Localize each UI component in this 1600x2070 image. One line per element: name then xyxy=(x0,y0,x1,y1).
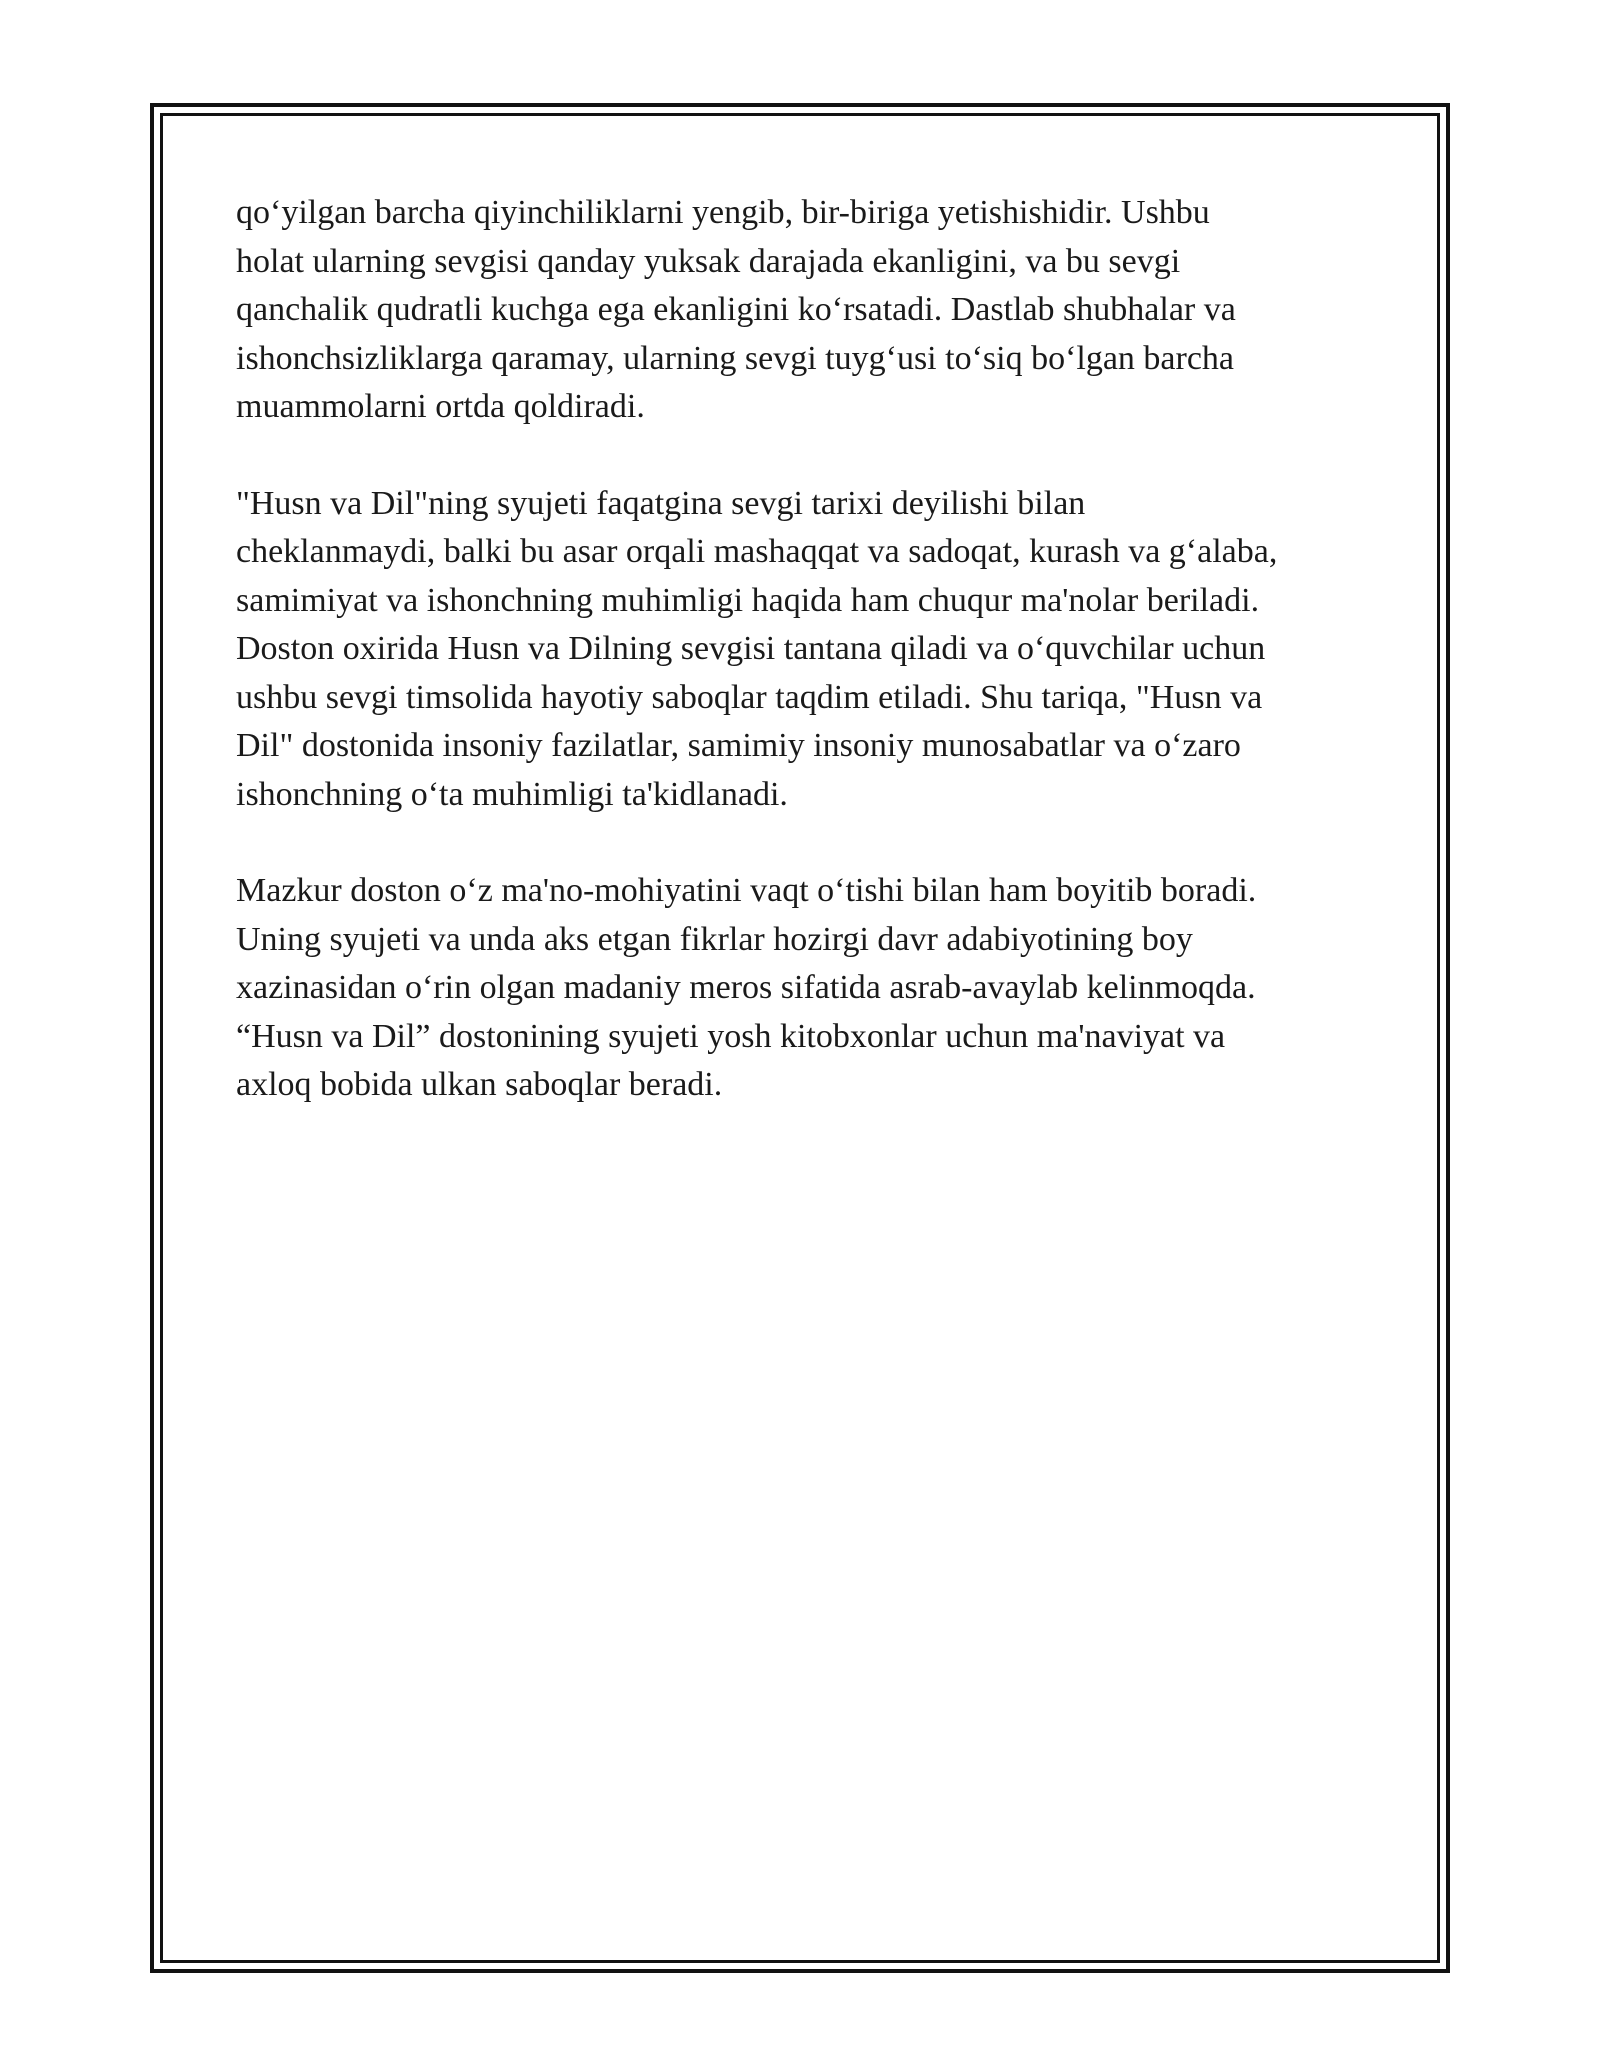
paragraph-3: Mazkur doston o‘z ma'no-mohiyatini vaqt o‘tishi bilan ham boyitib boradi. Uning syujeti va unda aks etgan fikrlar hozirgi davr adabiyotining boy xazinasidan o‘rin olgan madaniy meros sifatida asrab-avaylab kelinmoqda. “Husn va Dil” dostonining syujeti yosh kitobxonlar uchun ma'naviyat va axloq bobida ulkan saboqlar beradi. xyxy=(236,872,1257,1103)
paragraph-1: qo‘yilgan barcha qiyinchiliklarni yengib, bir-biriga yetishishidir. Ushbu holat ularning sevgisi qanday yuksak darajada ekanligini, va bu sevgi qanchalik qudratli kuchga ega ekanligini ko‘rsatadi. Dastlab shubhalar va ishonchsizliklarga qaramay, ularning sevgi tuyg‘usi to‘siq bo‘lgan barcha muammolarni ortda qoldiradi. xyxy=(236,194,1236,425)
page-body xyxy=(236,189,1366,1158)
paragraph-2: "Husn va Dil"ning syujeti faqatgina sevgi tarixi deyilishi bilan cheklanmaydi, balki bu asar orqali mashaqqat va sadoqat, kurash va g‘alaba, samimiyat va ishonchning muhimligi haqida ham chuqur ma'nolar beriladi. Doston oxirida Husn va Dilning sevgisi tantana qiladi va o‘quvchilar uchun ushbu sevgi timsolida hayotiy saboqlar taqdim etiladi. Shu tariqa, "Husn va Dil" dostonida insoniy fazilatlar, samimiy insoniy munosabatlar va o‘zaro ishonchning o‘ta muhimligi ta'kidlanadi. xyxy=(236,484,1278,813)
